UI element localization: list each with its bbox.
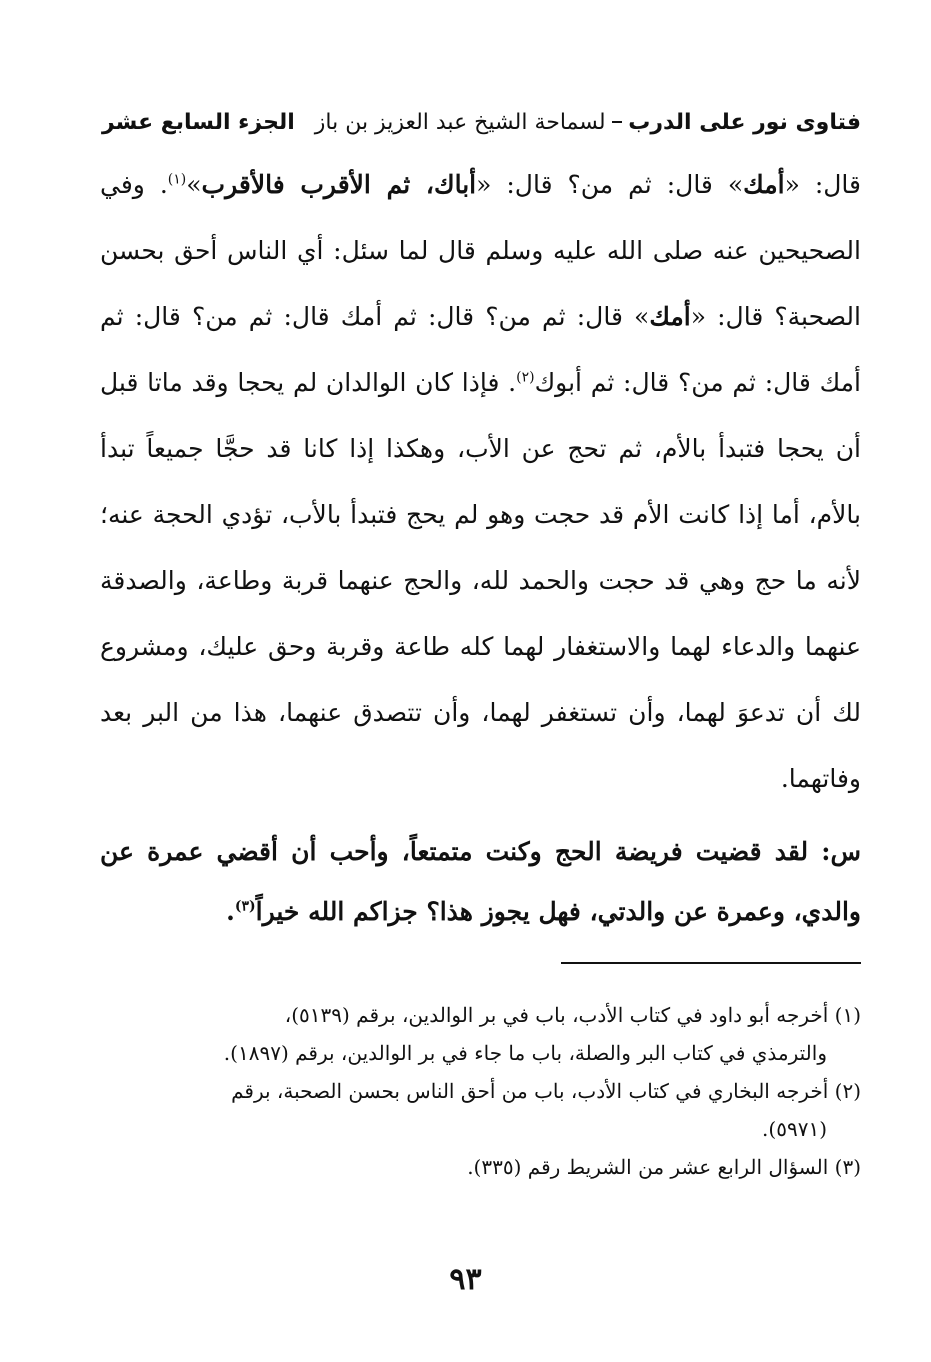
question-text: س: لقد قضيت فريضة الحج وكنت متمتعاً، وأحب أن أقضي عمرة عن والدي، وعمرة عن والدتي، فهل يجوز هذا؟ جزاكم الله خيراً — [100, 837, 861, 926]
volume-label: الجزء السابع عشر — [102, 109, 295, 135]
footnote-line: (٢) أخرجه البخاري في كتاب الأدب، باب من أحق الناس بحسن الصحبة، برقم — [231, 1079, 861, 1103]
text-span: » — [186, 170, 202, 199]
footnote-line: (١) أخرجه أبو داود في كتاب الأدب، باب في بر الوالدين، برقم (٥١٣٩)، — [284, 1003, 861, 1027]
author-name: لسماحة الشيخ عبد العزيز بن باز — [314, 109, 606, 135]
text-span: » قال: ثم من؟ قال: ثم أمك قال: ثم من؟ قال: ثم أمك قال: ثم من؟ قال: ثم أبوك — [100, 302, 861, 397]
footnote-ref-1[interactable]: (١) — [167, 171, 187, 188]
footnote-line: (٥٩٧١). — [762, 1117, 827, 1141]
running-header — [102, 102, 861, 142]
page-number: ٩٣ — [449, 1262, 482, 1297]
footnote-line: (٣) السؤال الرابع عشر من الشريط رقم (٣٣٥). — [467, 1155, 861, 1179]
hadith-quote: أمك — [743, 170, 785, 199]
main-text — [100, 152, 861, 942]
text-span: . وفي الصحيحين عنه صلى الله عليه وسلم قال لما سئل: أي الناس أحق بحسن الصحبة؟ قال: « — [100, 170, 861, 331]
footnote-3 — [100, 1148, 861, 1186]
text-span: قال: « — [784, 170, 861, 199]
answer-paragraph — [100, 152, 861, 812]
footnote-line: والترمذي في كتاب البر والصلة، باب ما جاء في بر الوالدين، برقم (١٨٩٧). — [223, 1041, 827, 1065]
book-title: فتاوى نور على الدرب — [628, 109, 861, 135]
text-span: . — [226, 897, 235, 926]
header-dash — [612, 121, 623, 123]
footnotes — [100, 996, 861, 1186]
footnote-ref-2[interactable]: (٢) — [516, 369, 535, 386]
footnote-1 — [100, 996, 861, 1072]
footnote-separator — [561, 962, 861, 964]
hadith-quote: أمك — [649, 302, 691, 331]
text-span: . فإذا كان الوالدان لم يحجا وقد ماتا قبل أن يحجا فتبدأ بالأم، ثم تحج عن الأب، وهكذا إذا كانا قد حجَّا جميعاً تبدأ بالأم، أما إذا كانت الأم قد حجت وهو لم يحج فتبدأ بالأب، تؤدي الحجة عنه؛ لأنه ما حج وهي قد حجت والحمد لله، والحج عنهما قربة وطاعة، والصدقة عنهما والدعاء لهما والاستغفار لهما كله طاعة وقربة وحق عليك، ومشروع لك أن تدعوَ لهما، وأن تستغفر لهما، وأن تتصدق عنهما، هذا من البر بعد وفاتهما. — [100, 368, 861, 793]
question-paragraph — [100, 822, 861, 942]
text-span: » قال: ثم من؟ قال: « — [476, 170, 744, 199]
hadith-quote: أباك، ثم الأقرب فالأقرب — [201, 170, 477, 199]
footnote-ref-3[interactable]: (٣) — [234, 898, 256, 915]
footnote-2 — [100, 1072, 861, 1148]
